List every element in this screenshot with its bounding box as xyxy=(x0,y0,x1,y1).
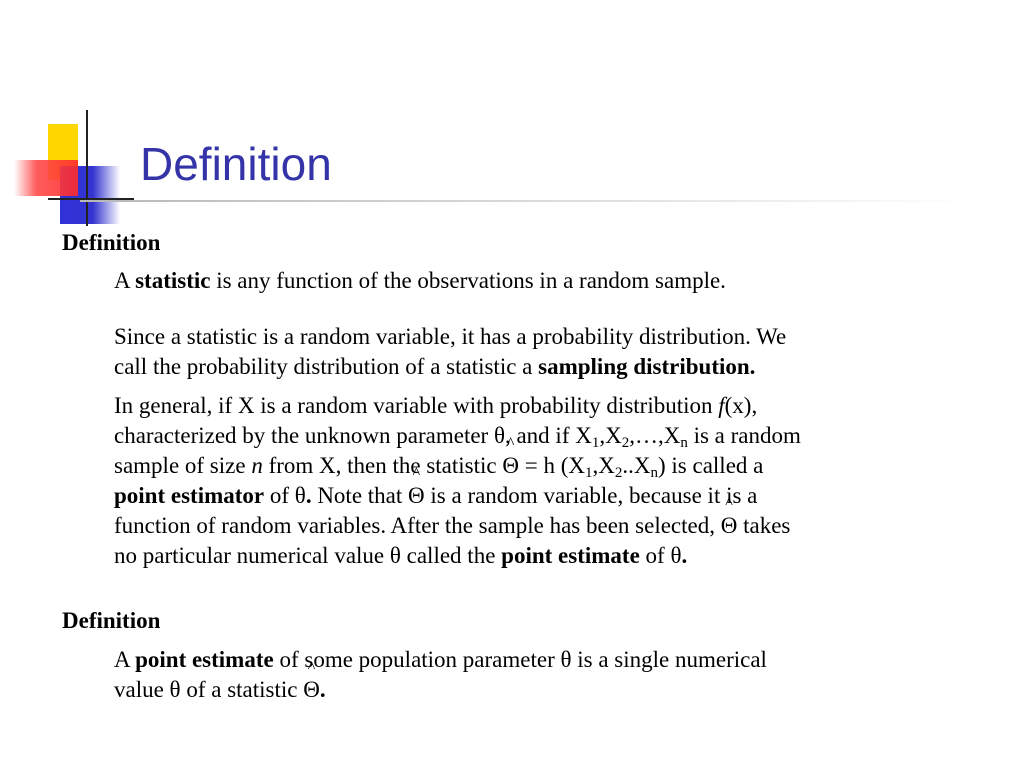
logo-red-block xyxy=(14,160,78,196)
sampling-distribution-paragraph: Since a statistic is a random variable, it has a probability distribution. We call the probability distribution of a statistic a sampling distribution. xyxy=(114,324,787,379)
theta-hat-symbol: ^ Θ xyxy=(502,451,519,481)
definition-statistic-text: A statistic is any function of the observations in a random sample. xyxy=(114,268,726,293)
term-point-estimate: point estimate xyxy=(501,543,640,568)
term-point-estimator: point estimator xyxy=(114,483,265,508)
definition-heading-2: Definition xyxy=(62,608,161,633)
slide-title: Definition xyxy=(140,138,332,190)
theta-hat-symbol: ^ Θ xyxy=(408,481,425,511)
theta-hat-symbol: ^ Θ xyxy=(721,511,738,541)
term-statistic: statistic xyxy=(135,268,211,293)
term-point-estimate: point estimate xyxy=(135,647,274,672)
definition-point-estimate-text: A point estimate of some population parameter θ is a single numerical value θ of a statistic ^ Θ. xyxy=(114,645,994,705)
point-estimator-paragraph: In general, if X is a random variable with probability distribution f(x), characterized by the unknown parameter θ, and if $X_1,X_2,\dots,X_n$ is a random sample of size n from X, then the statistic ^ Θ = h $(X_1,X_2..X_n)$ is called a point estimator of θ. Note that ^ Θ is a random variable, because it is a function of random variables. After the sample has been selected, ^ Θ takes no particular numerical value θ called the point estimate of θ. xyxy=(114,391,994,571)
definition-heading-1: Definition xyxy=(62,230,161,255)
title-underline xyxy=(80,200,970,202)
theta-hat-symbol: ^ Θ xyxy=(303,675,320,705)
logo-vertical-line xyxy=(86,110,88,226)
term-sampling-distribution: sampling distribution. xyxy=(538,354,756,379)
